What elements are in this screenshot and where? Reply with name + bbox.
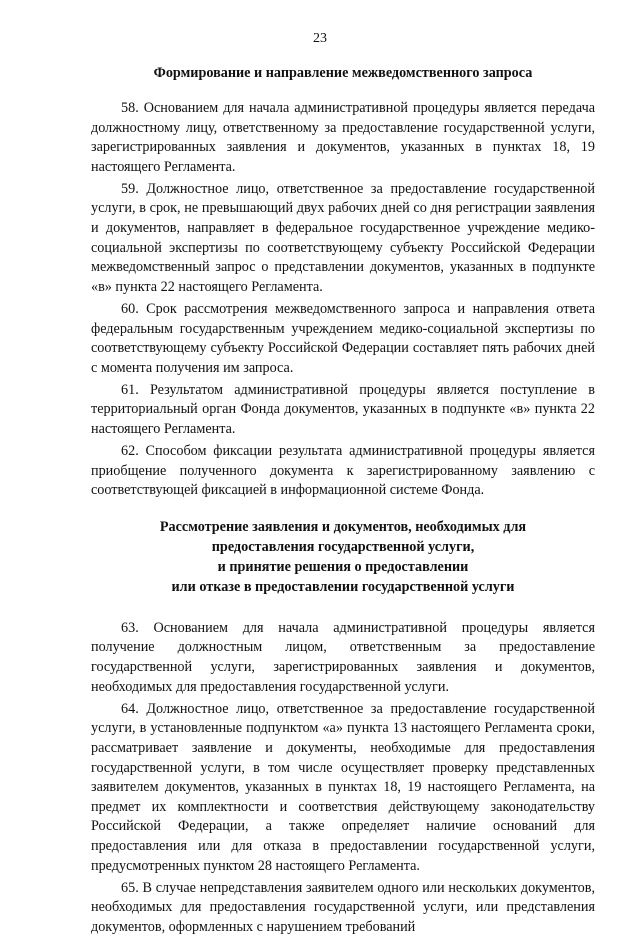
paragraph-65: 65. В случае непредставления заявителем одного или нескольких документов, необходимых для предоставления государственной услуги, или представления документов, оформленных с нарушением требований	[91, 879, 595, 935]
heading-line: или отказе в предоставлении государственной услуги	[171, 578, 515, 595]
paragraph-61: 61. Результатом административной процедуры является поступление в территориальный орган Фонда документов, указанных в подпункте «в» пункта 22 настоящего Регламента.	[91, 381, 595, 437]
paragraph-64: 64. Должностное лицо, ответственное за предоставление государственной услуги, в установленные подпунктом «а» пункта 13 настоящего Регламента сроки, рассматривает заявление и документы, необходимые для предоставления государственной услуги, в том числе осуществляет проверку представленных заявителем документов, указанных в пунктах 18, 19 настоящего Регламента, на предмет их комплектности и соответствия действующему законодательству Российской Федерации, а также определяет наличие оснований для предоставления или для отказа в предоставлении государственной услуги, предусмотренных пунктом 28 настоящего Регламента.	[91, 700, 595, 874]
paragraph-63: 63. Основанием для начала административной процедуры является получение должностным лицом, ответственным за предоставление государственной услуги, зарегистрированных заявления и документов, необходимых для предоставления государственной услуги.	[91, 619, 595, 695]
section-heading-interagency-request: Формирование и направление межведомственного запроса	[153, 65, 533, 81]
paragraph-58: 58. Основанием для начала административной процедуры является передача должностному лицу, ответственному за предоставление государственной услуги, зарегистрированных заявления и документов, указанных в пунктах 18, 19 настоящего Регламента.	[91, 100, 595, 175]
section-heading-application-review	[91, 517, 595, 597]
paragraph-59: 59. Должностное лицо, ответственное за предоставление государственной услуги, в срок, не превышающий двух рабочих дней со дня регистрации заявления и документов, направляет в федеральное государственное учреждение медико-социальной экспертизы по соответствующему субъекту Российской Федерации межведомственный запрос о представлении документов, указанных в подпункте «в» пункта 22 настоящего Регламента.	[91, 180, 595, 295]
document-body	[91, 60, 595, 940]
page-number: 23	[313, 31, 327, 46]
heading-line: предоставления государственной услуги,	[211, 538, 475, 555]
paragraph-60: 60. Срок рассмотрения межведомственного запроса и направления ответа федеральным государственным учреждением медико-социальной экспертизы по соответствующему субъекту Российской Федерации составляет пять рабочих дней с момента получения им запроса.	[91, 300, 595, 376]
heading-line: Рассмотрение заявления и документов, необходимых для	[159, 518, 527, 535]
heading-line: и принятие решения о предоставлении	[217, 558, 469, 575]
paragraph-62: 62. Способом фиксации результата административной процедуры является приобщение полученного документа к зарегистрированному заявлению с соответствующей фиксацией в информационной системе Фонда.	[91, 443, 595, 499]
